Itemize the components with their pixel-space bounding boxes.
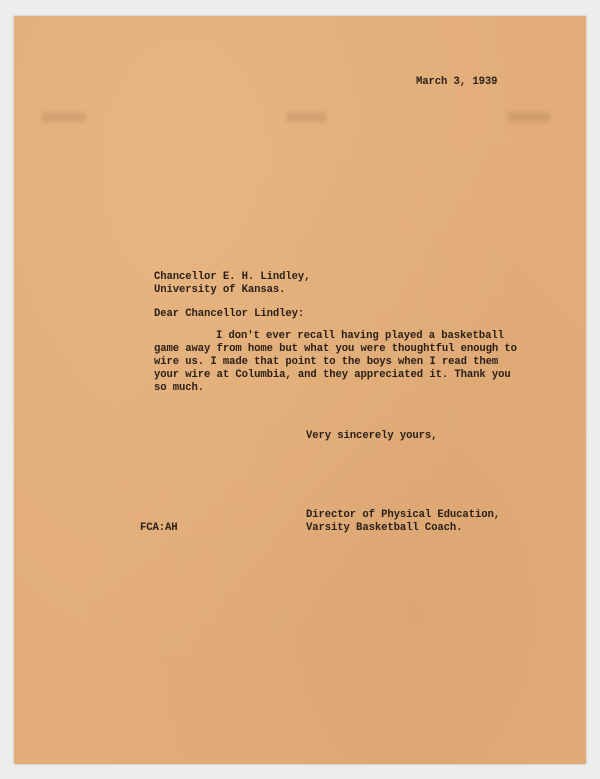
letter-page: [14, 16, 586, 764]
top-smudge-center: [286, 112, 326, 122]
body-line: game away from home but what you were thoughtful enough to: [154, 343, 517, 355]
top-smudge-right: [508, 112, 550, 122]
closing: Very sincerely yours,: [306, 430, 438, 442]
body-line: wire us. I made that point to the boys when I read them: [154, 356, 499, 368]
signature-title-line-1: Director of Physical Education,: [306, 509, 500, 521]
recipient-institution: University of Kansas.: [154, 284, 286, 296]
body-line: your wire at Columbia, and they appreciated it. Thank you: [154, 369, 511, 381]
body-line: I don't ever recall having played a basketball: [216, 330, 504, 342]
top-smudge-left: [42, 112, 86, 122]
recipient-name: Chancellor E. H. Lindley,: [154, 271, 311, 283]
letter-date: March 3, 1939: [416, 76, 498, 88]
typist-initials: FCA:AH: [140, 522, 178, 534]
signature-title-line-2: Varsity Basketball Coach.: [306, 522, 463, 534]
body-line: so much.: [154, 382, 205, 394]
salutation: Dear Chancellor Lindley:: [154, 308, 305, 320]
